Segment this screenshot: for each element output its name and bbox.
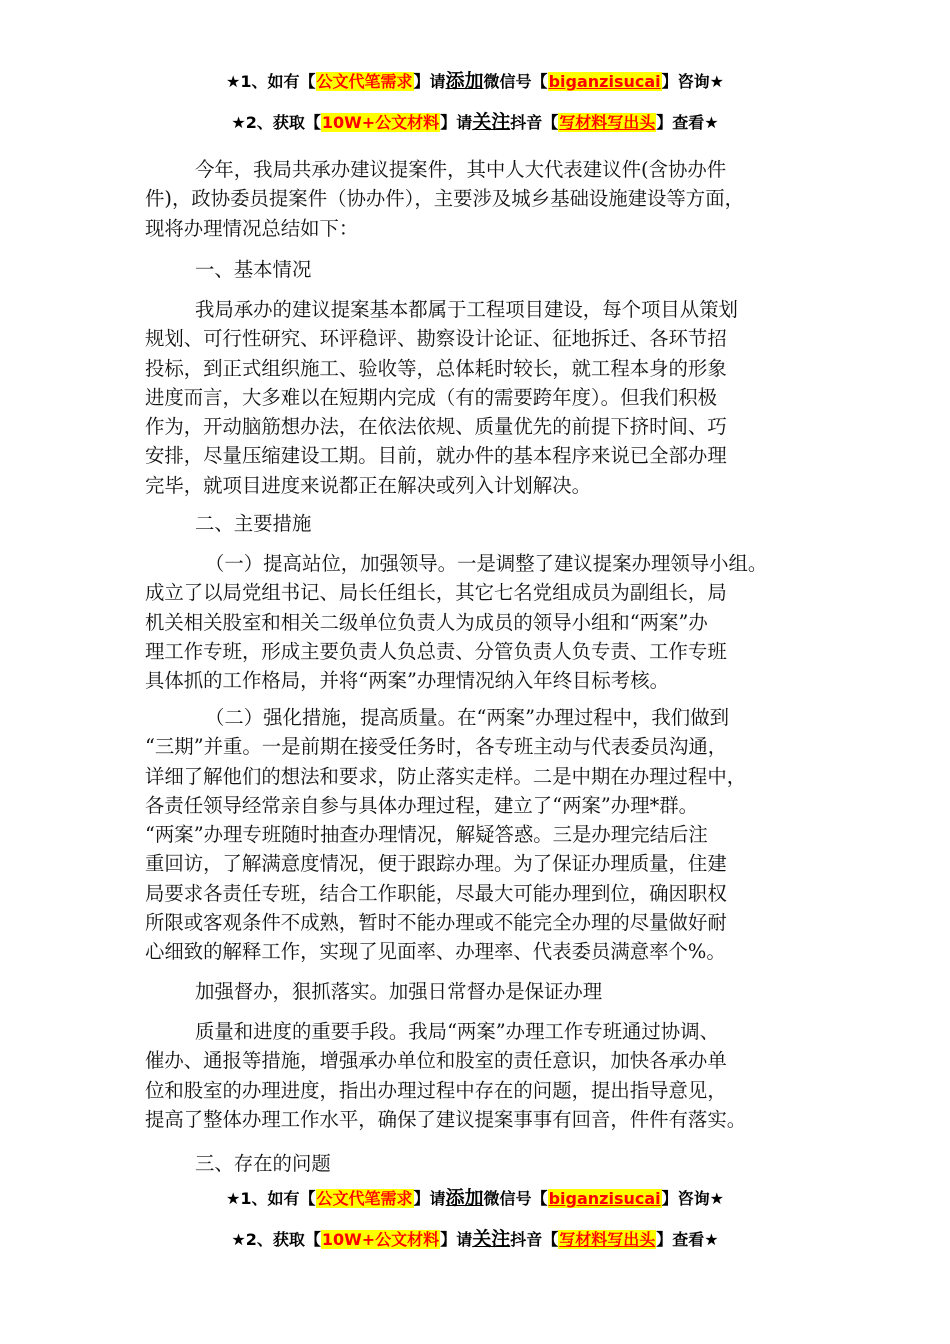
highlight-link[interactable]: biganzisucai bbox=[548, 1189, 661, 1208]
banner-text: 】请 bbox=[440, 113, 473, 132]
banner-text: 微信号【 bbox=[483, 1189, 548, 1208]
text-line: 机关相关股室和相关二级单位负责人为成员的领导小组和“两案”办 bbox=[145, 610, 708, 634]
text-line: 成立了以局党组书记、局长任组长，其它七名党组成员为副组长，局 bbox=[145, 581, 727, 605]
banner-text: 】咨询★ bbox=[661, 72, 724, 91]
banner-text: 】请 bbox=[413, 72, 446, 91]
heading-text: 二、主要措施 bbox=[195, 512, 312, 535]
section-heading-2 bbox=[145, 509, 825, 538]
intro-paragraph bbox=[145, 155, 825, 243]
text-line: 局要求各责任专班，结合工作职能，尽最大可能办理到位，确因职权 bbox=[145, 881, 727, 905]
banner-text: 】请 bbox=[440, 1230, 473, 1249]
emphasis-text: 添加 bbox=[445, 1187, 484, 1209]
text-line: 位和股室的办理进度，指出办理过程中存在的问题，提出指导意见， bbox=[145, 1078, 727, 1102]
heading-text: 一、基本情况 bbox=[195, 258, 312, 281]
text-line: 规划、可行性研究、环评稳评、勘察设计论证、征地拆迁、各环节招 bbox=[145, 327, 727, 351]
text-line: 现将办理情况总结如下： bbox=[145, 216, 359, 240]
text-line: “三期”并重。一是前期在接受任务时，各专班主动与代表委员沟通， bbox=[145, 735, 728, 759]
supervision-paragraph bbox=[145, 977, 825, 1006]
emphasis-text: 关注 bbox=[472, 1228, 511, 1250]
highlight-text: 10W+公文材料 bbox=[321, 1230, 440, 1249]
text-line: （一）提高站位，加强领导。一是调整了建议提案办理领导小组。 bbox=[205, 552, 768, 575]
text-line: “两案”办理专班随时抽查办理情况，解疑答惑。三是办理完结后注 bbox=[145, 823, 708, 847]
text-line: 重回访，了解满意度情况，便于跟踪办理。为了保证办理质量，住建 bbox=[145, 852, 727, 876]
promo-banner-1 bbox=[0, 70, 950, 93]
banner-text: 抖音【 bbox=[510, 1230, 559, 1249]
emphasis-text: 关注 bbox=[472, 111, 511, 133]
text-line: 安排，尽量压缩建设工期。目前，就办件的基本程序来说已全部办理 bbox=[145, 444, 727, 468]
heading-text: 三、存在的问题 bbox=[195, 1152, 331, 1175]
banner-text: 】查看★ bbox=[656, 113, 719, 132]
banner-text: ★2、获取【 bbox=[231, 113, 321, 132]
text-line: （二）强化措施，提高质量。在“两案”办理过程中，我们做到 bbox=[205, 706, 729, 729]
text-line: 完毕，就项目进度来说都正在解决或列入计划解决。 bbox=[145, 473, 591, 497]
quality-paragraph bbox=[145, 1017, 825, 1134]
text-line: 进度而言，大多难以在短期内完成（有的需要跨年度）。但我们积极 bbox=[145, 385, 718, 409]
banner-text: 】咨询★ bbox=[661, 1189, 724, 1208]
basic-situation-paragraph bbox=[145, 295, 825, 500]
text-line: 提高了整体办理工作水平，确保了建议提案事事有回音，件件有落实。 bbox=[145, 1107, 747, 1131]
highlight-text: 写材料写出头 bbox=[559, 1230, 656, 1249]
section-heading-1 bbox=[145, 255, 825, 284]
text-line: 详细了解他们的想法和要求，防止落实走样。二是中期在办理过程中， bbox=[145, 764, 747, 788]
measure-2-paragraph bbox=[145, 703, 825, 967]
banner-text: 】请 bbox=[413, 1189, 446, 1208]
text-line: 件)，政协委员提案件（协办件），主要涉及城乡基础设施建设等方面， bbox=[145, 187, 744, 211]
text-line: 我局承办的建议提案基本都属于工程项目建设，每个项目从策划 bbox=[195, 298, 738, 321]
promo-banner-4 bbox=[0, 1228, 950, 1251]
highlight-text: 写材料写出头 bbox=[559, 113, 656, 132]
text-line: 心细致的解释工作，实现了见面率、办理率、代表委员满意率个%。 bbox=[145, 940, 726, 964]
measure-1-paragraph bbox=[145, 549, 825, 695]
banner-text: ★2、获取【 bbox=[231, 1230, 321, 1249]
banner-text: 】查看★ bbox=[656, 1230, 719, 1249]
text-line: 具体抓的工作格局，并将“两案”办理情况纳入年终目标考核。 bbox=[145, 669, 669, 693]
banner-text: ★1、如有【 bbox=[226, 1189, 316, 1208]
highlight-text: 公文代笔需求 bbox=[316, 72, 413, 91]
promo-banner-3 bbox=[0, 1187, 950, 1210]
text-line: 投标，到正式组织施工、验收等，总体耗时较长，就工程本身的形象 bbox=[145, 356, 727, 380]
promo-banner-2 bbox=[0, 111, 950, 134]
banner-text: 抖音【 bbox=[510, 113, 559, 132]
text-line: 加强督办，狠抓落实。加强日常督办是保证办理 bbox=[195, 980, 603, 1003]
highlight-link[interactable]: biganzisucai bbox=[548, 72, 661, 91]
text-line: 作为，开动脑筋想办法，在依法依规、质量优先的前提下挤时间、巧 bbox=[145, 415, 727, 439]
text-line: 理工作专班，形成主要负责人负总责、分管负责人负专责、工作专班 bbox=[145, 639, 727, 663]
text-line: 各责任领导经常亲自参与具体办理过程，建立了“两案”办理*群。 bbox=[145, 793, 699, 817]
highlight-text: 10W+公文材料 bbox=[321, 113, 440, 132]
text-line: 催办、通报等措施，增强承办单位和股室的责任意识，加快各承办单 bbox=[145, 1049, 727, 1073]
text-line: 质量和进度的重要手段。我局“两案”办理工作专班通过协调、 bbox=[195, 1020, 719, 1043]
highlight-text: 公文代笔需求 bbox=[316, 1189, 413, 1208]
banner-text: ★1、如有【 bbox=[226, 72, 316, 91]
text-line: 今年，我局共承办建议提案件，其中人大代表建议件(含协办件 bbox=[195, 158, 727, 181]
section-heading-3 bbox=[145, 1149, 825, 1178]
text-line: 所限或客观条件不成熟，暂时不能办理或不能完全办理的尽量做好耐 bbox=[145, 911, 727, 935]
banner-text: 微信号【 bbox=[483, 72, 548, 91]
emphasis-text: 添加 bbox=[445, 70, 484, 92]
